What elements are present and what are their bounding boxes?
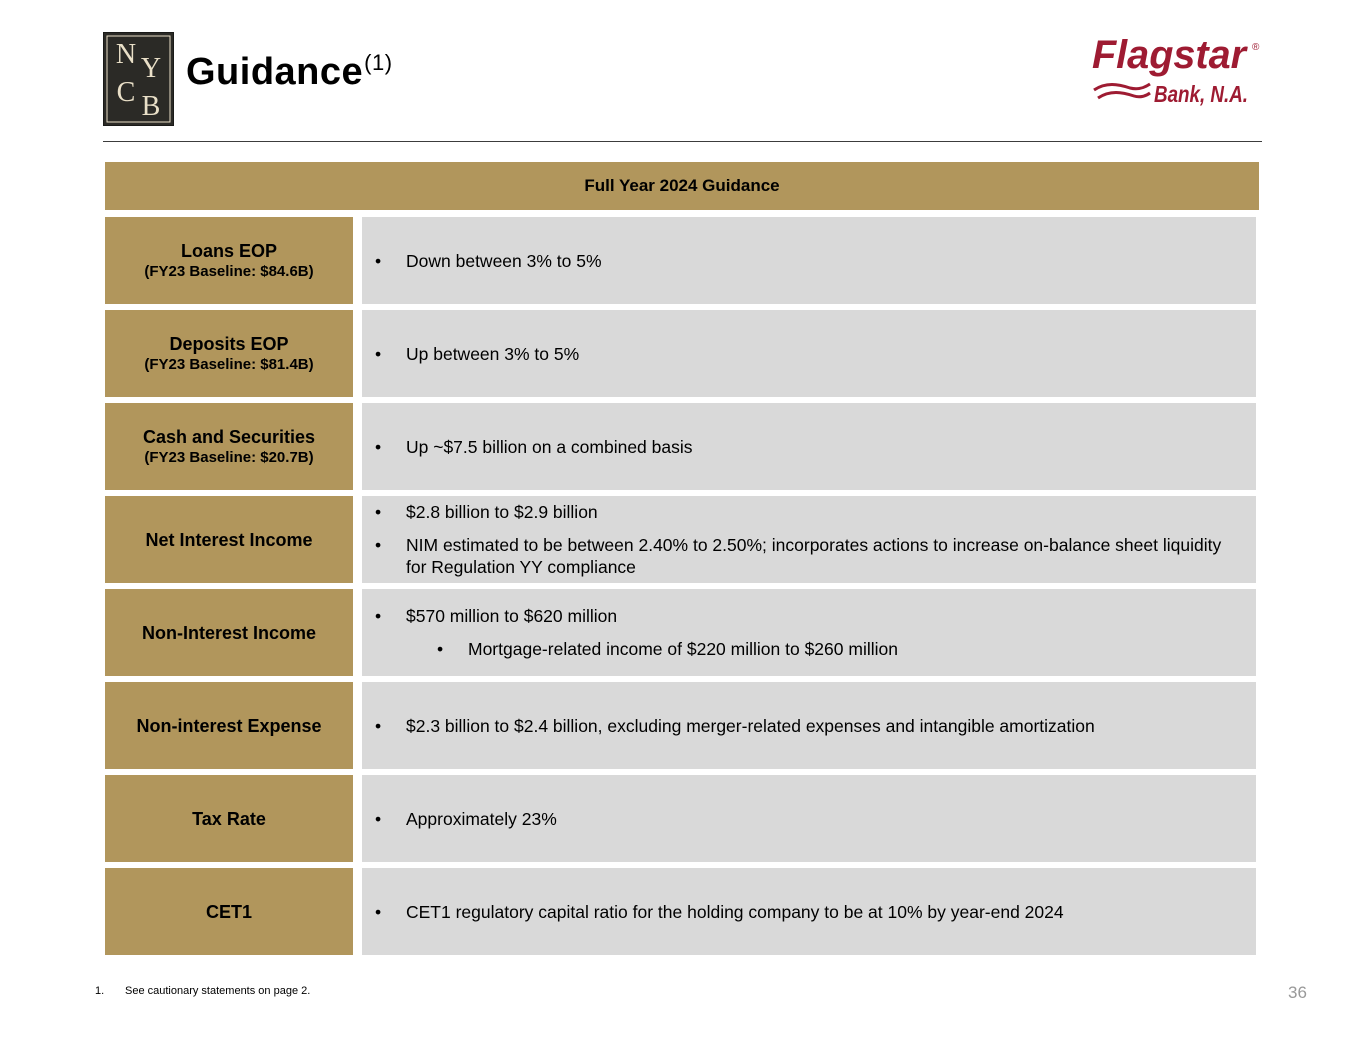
row-label-baseline: (FY23 Baseline: $20.7B) [144, 448, 314, 466]
page-number: 36 [1288, 983, 1307, 1002]
row-label-title: CET1 [205, 901, 252, 922]
row-label-title: Non-interest Expense [136, 715, 322, 736]
title-footnote-marker: (1) [364, 50, 393, 75]
guidance-row-non-interest-expense [105, 682, 1256, 769]
guidance-row-loans [105, 217, 1256, 304]
svg-text:Bank, N.A.: Bank, N.A. [1154, 81, 1248, 107]
bullet-item: • CET1 regulatory capital ratio for the holding company to be at 10% by year-end 2024 [375, 901, 1064, 922]
row-label-title: Net Interest Income [145, 529, 313, 550]
svg-text:Y: Y [140, 53, 162, 84]
row-content [362, 682, 1256, 769]
svg-text:N: N [115, 39, 137, 70]
guidance-row-tax-rate [105, 775, 1256, 862]
row-label-title: Deposits EOP [169, 333, 289, 354]
row-label [105, 403, 353, 490]
bullet-item: • Up between 3% to 5% [375, 343, 580, 364]
row-content [362, 868, 1256, 955]
bullet-item: • $570 million to $620 million [375, 606, 618, 626]
header-divider [103, 141, 1262, 142]
row-content [362, 775, 1256, 862]
svg-text:®: ® [1252, 42, 1260, 53]
guidance-row-cet1 [105, 868, 1256, 955]
row-label [105, 868, 353, 955]
bullet-item: • Down between 3% to 5% [375, 250, 602, 271]
row-content [362, 589, 1256, 676]
svg-text:B: B [141, 91, 161, 122]
row-content [362, 403, 1256, 490]
guidance-row-non-interest-income [105, 589, 1256, 676]
row-label [105, 310, 353, 397]
guidance-row-cash-securities [105, 403, 1256, 490]
footnote [95, 985, 310, 997]
row-label [105, 775, 353, 862]
bullet-item: • Approximately 23% [375, 808, 557, 829]
nycb-logo-mark [104, 33, 173, 125]
bullet-item: • NIM estimated to be between 2.40% to 2.50%; incorporates actions to increase on-balance sheet liquidity for Regulation YY compliance [375, 535, 1222, 577]
table-heading: Full Year 2024 Guidance [105, 162, 1259, 210]
flagstar-logo [1088, 28, 1264, 108]
row-label [105, 496, 353, 583]
svg-text:Flagstar: Flagstar [1092, 33, 1249, 77]
nycb-logo [103, 32, 174, 126]
bullet-item: • $2.8 billion to $2.9 billion [375, 502, 598, 522]
svg-text:C: C [116, 77, 136, 108]
row-label [105, 589, 353, 676]
flagstar-logo-mark [1088, 28, 1264, 108]
row-content [362, 496, 1256, 583]
row-label [105, 682, 353, 769]
page-title: Guidance$^{(1)}$ [186, 50, 393, 93]
bullet-item: • $2.3 billion to $2.4 billion, excluding merger-related expenses and intangible amortization [375, 715, 1095, 736]
footnote-text: See cautionary statements on page 2. [125, 985, 311, 997]
row-label-title: Cash and Securities [142, 426, 316, 447]
row-label-title: Non-Interest Income [141, 622, 317, 643]
guidance-row-deposits [105, 310, 1256, 397]
sub-bullet-item: • Mortgage-related income of $220 million to $260 million [437, 639, 898, 659]
row-label [105, 217, 353, 304]
row-label-title: Tax Rate [192, 808, 266, 829]
row-content [362, 310, 1256, 397]
row-label-title: Loans EOP [180, 240, 278, 261]
row-label-baseline: (FY23 Baseline: $81.4B) [144, 355, 314, 373]
footnote-number: 1. [95, 985, 105, 997]
bullet-item: • Up ~$7.5 billion on a combined basis [375, 436, 693, 457]
row-content [362, 217, 1256, 304]
row-label-baseline: (FY23 Baseline: $84.6B) [144, 262, 314, 280]
guidance-row-net-interest-income [105, 496, 1256, 583]
